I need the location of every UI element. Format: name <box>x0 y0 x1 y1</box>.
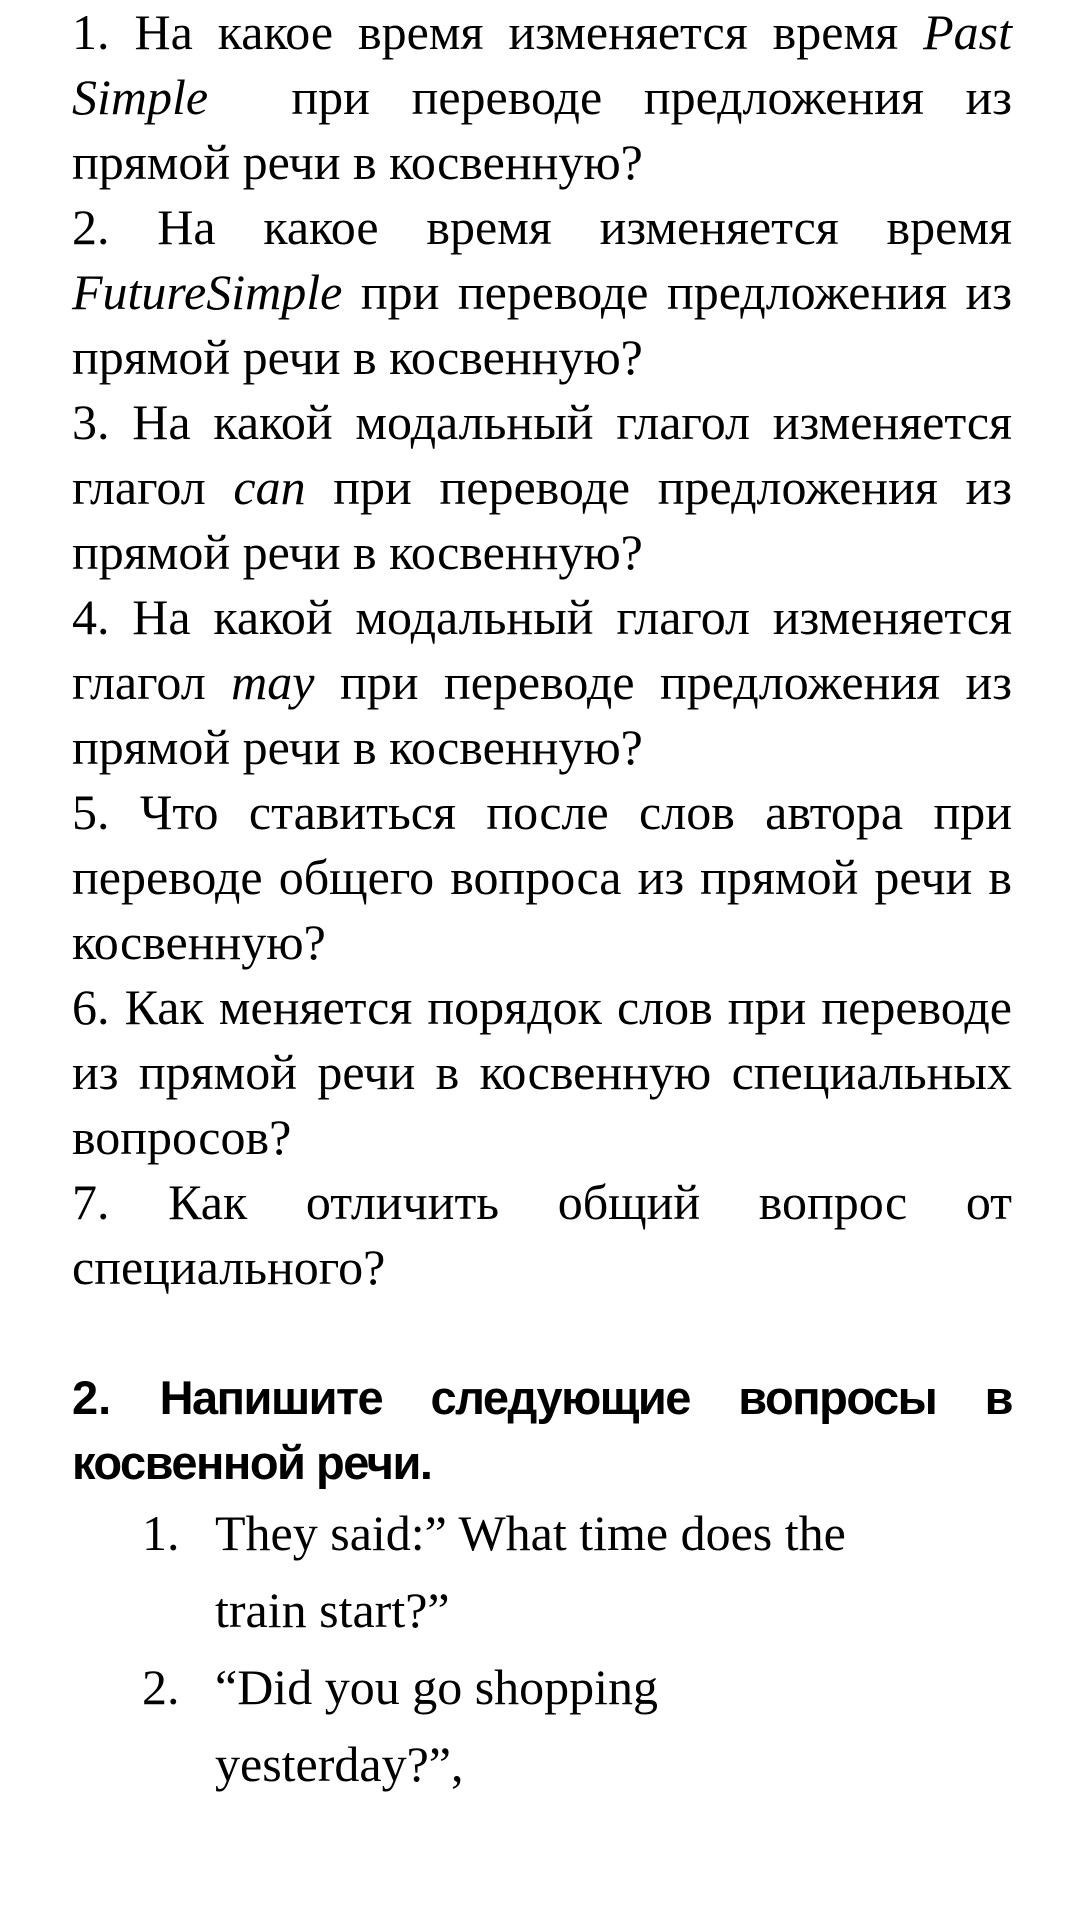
question-text: На какое время изменяется время <box>157 199 1012 255</box>
question-number: 6. <box>72 979 110 1035</box>
question-text: Как отличить общий вопрос от специального? <box>72 1174 1013 1295</box>
list-item <box>72 1495 1012 1649</box>
list-item-text: “Did you go shopping yesterday?”, <box>215 1659 659 1792</box>
grammar-term: can <box>233 459 306 515</box>
list-item-number: 1. <box>142 1505 180 1561</box>
question-number: 7. <box>72 1174 110 1230</box>
question-text: На какой модальный глагол изменяется глагол <box>72 589 1013 710</box>
question-number: 1. <box>72 4 110 60</box>
question-4 <box>72 585 1012 780</box>
grammar-term: Past Simple <box>72 4 1012 125</box>
question-text: при переводе предложения из прямой речи в косвенную? <box>72 459 1013 580</box>
question-text: при переводе предложения из прямой речи в косвенную? <box>72 654 1013 775</box>
list-item-text: They said:” What time does the train start?” <box>215 1505 846 1638</box>
question-text: при переводе предложения из прямой речи в косвенную? <box>72 264 1013 385</box>
question-2 <box>72 195 1012 390</box>
question-3 <box>72 390 1012 585</box>
grammar-term: may <box>231 654 315 710</box>
question-number: 2. <box>72 199 110 255</box>
task-title: Напишите следующие вопросы в косвенной речи. <box>72 1371 1012 1489</box>
question-text: На какое время изменяется время <box>134 4 899 60</box>
question-text: Что ставиться после слов автора при переводе общего вопроса из прямой речи в косвенную? <box>72 784 1012 970</box>
question-text: Как меняется порядок слов при переводе из прямой речи в косвенную специальных вопросов? <box>72 979 1012 1165</box>
question-7 <box>72 1170 1012 1300</box>
list-item <box>72 1649 1012 1803</box>
grammar-term: FutureSimple <box>72 264 343 320</box>
question-text: при переводе предложения из прямой речи в косвенную? <box>72 69 1013 190</box>
document-page <box>72 0 1012 1803</box>
section-spacer <box>72 1300 1012 1365</box>
question-6 <box>72 975 1012 1170</box>
sentence-list <box>72 1495 1012 1803</box>
question-number: 3. <box>72 394 110 450</box>
question-1 <box>72 0 1012 195</box>
list-item-number: 2. <box>142 1659 180 1715</box>
question-5 <box>72 780 1012 975</box>
task-heading <box>72 1365 1012 1495</box>
task-number: 2. <box>72 1371 112 1424</box>
question-number: 5. <box>72 784 110 840</box>
question-text: На какой модальный глагол изменяется глагол <box>72 394 1013 515</box>
question-number: 4. <box>72 589 110 645</box>
